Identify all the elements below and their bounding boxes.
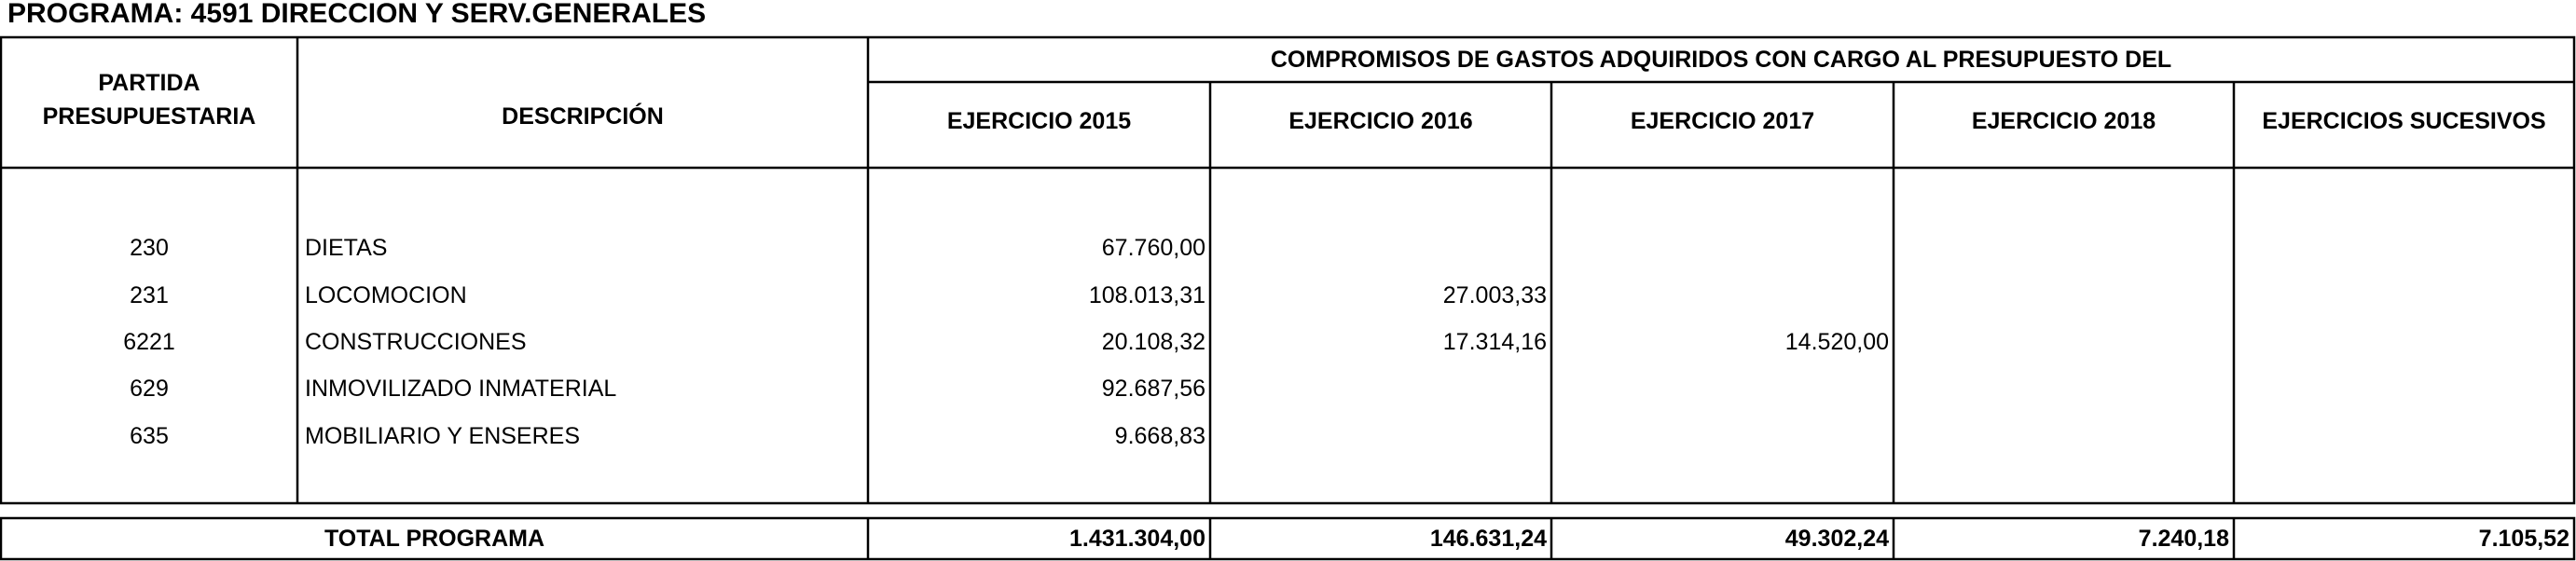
row-value-2015: 20.108,32 — [1101, 329, 1205, 355]
total-value-2018: 7.240,18 — [2138, 526, 2229, 552]
header-year-2017: EJERCICIO 2017 — [1630, 108, 1815, 134]
total-value-sucesivos: 7.105,52 — [2478, 526, 2569, 552]
total-label: TOTAL PROGRAMA — [324, 526, 545, 552]
row-value-2015: 108.013,31 — [1088, 282, 1205, 308]
header-partida-line2: PRESUPUESTARIA — [42, 103, 256, 130]
page-title: PROGRAMA: 4591 DIRECCION Y SERV.GENERALES — [7, 0, 707, 29]
total-value-2015: 1.431.304,00 — [1069, 526, 1205, 552]
row-partida: 230 — [130, 235, 169, 261]
row-value-2015: 67.760,00 — [1101, 235, 1205, 261]
row-value-2015: 9.668,83 — [1114, 423, 1205, 449]
row-partida: 6221 — [123, 329, 175, 355]
header-year-2015: EJERCICIO 2015 — [946, 108, 1132, 134]
row-descripcion: LOCOMOCION — [305, 282, 467, 308]
header-year-2016: EJERCICIO 2016 — [1288, 108, 1473, 134]
total-value-2017: 49.302,24 — [1784, 526, 1889, 552]
row-value-2017: 14.520,00 — [1784, 329, 1889, 355]
header-descripcion: DESCRIPCIÓN — [502, 103, 664, 130]
row-partida: 231 — [130, 282, 169, 308]
header-year-2018: EJERCICIO 2018 — [1971, 108, 2156, 134]
row-value-2016: 27.003,33 — [1442, 282, 1547, 308]
header-partida-line1: PARTIDA — [98, 70, 200, 96]
row-descripcion: DIETAS — [305, 235, 388, 261]
header-ejercicios-sucesivos: EJERCICIOS SUCESIVOS — [2262, 108, 2546, 134]
row-value-2016: 17.314,16 — [1442, 329, 1547, 355]
header-compromisos: COMPROMISOS DE GASTOS ADQUIRIDOS CON CARGO AL PRESUPUESTO DEL — [1270, 47, 2172, 73]
row-value-2015: 92.687,56 — [1101, 376, 1205, 402]
row-partida: 629 — [130, 376, 169, 402]
row-descripcion: INMOVILIZADO INMATERIAL — [305, 376, 617, 402]
row-partida: 635 — [130, 423, 169, 449]
row-descripcion: MOBILIARIO Y ENSERES — [305, 423, 581, 449]
total-value-2016: 146.631,24 — [1429, 526, 1547, 552]
row-descripcion: CONSTRUCCIONES — [305, 329, 527, 355]
